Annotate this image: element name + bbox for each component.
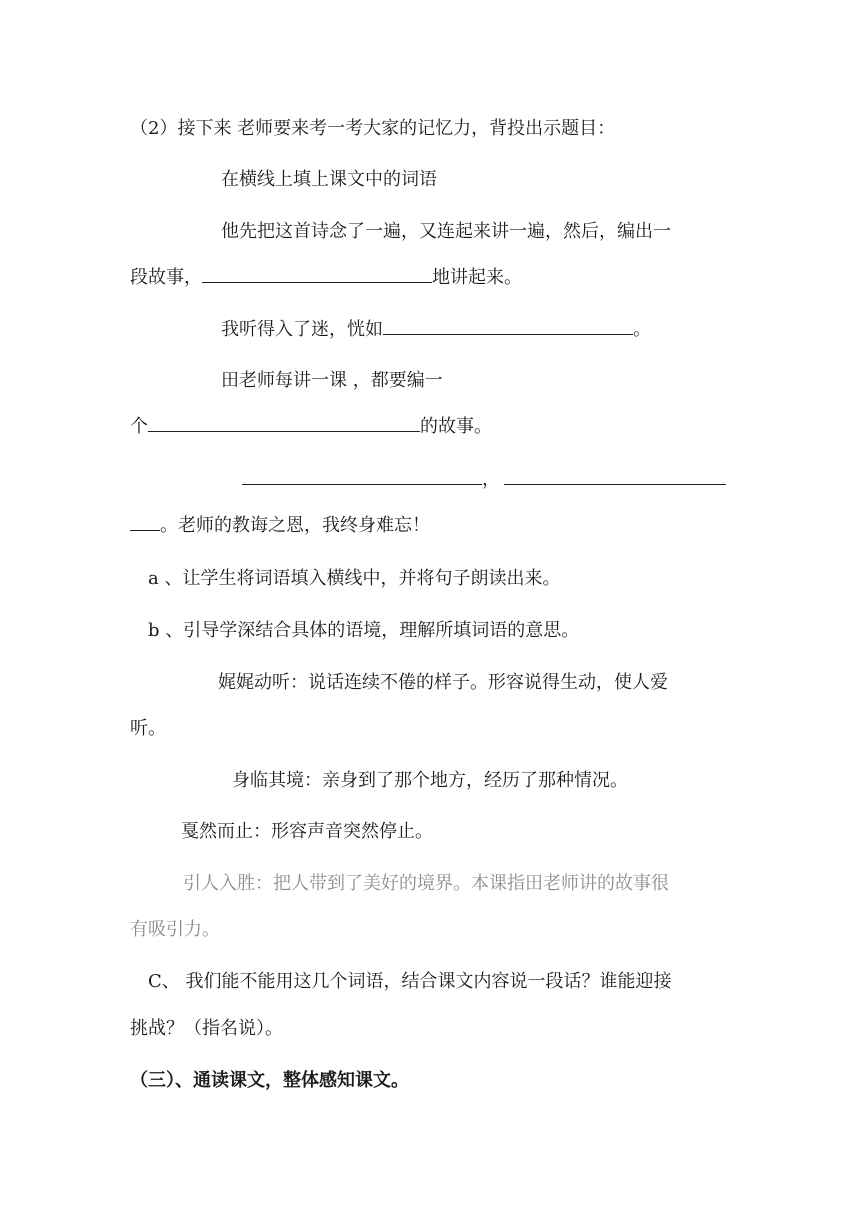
sentence-1-line-2 — [130, 264, 522, 292]
sentence-3-line-2 — [130, 413, 492, 441]
sentence-4-comma: ， — [482, 469, 500, 490]
step-c-line-2: 挑战？（指名说）。 — [130, 1018, 283, 1039]
question-intro: （2）接下来 老师要来考一考大家的记忆力，背投出示题目： — [130, 118, 616, 139]
definition-1-line-2: 听。 — [130, 718, 166, 739]
blank-line-4 — [242, 466, 482, 485]
sentence-3-suffix: 的故事。 — [420, 416, 492, 437]
definition-1-line-1: 娓娓动听：说话连续不倦的样子。形容说得生动，使人爱 — [218, 672, 668, 693]
blank-line-5 — [504, 466, 726, 485]
sentence-1-prefix: 段故事， — [130, 267, 202, 288]
sentence-2 — [221, 316, 651, 344]
sentence-1-suffix: 地讲起来。 — [432, 267, 522, 288]
blank-line-3 — [148, 413, 420, 432]
sentence-3-prefix: 个 — [130, 416, 148, 437]
sentence-4-line-2 — [130, 512, 430, 540]
definition-4-line-2: 有吸引力。 — [130, 919, 220, 940]
step-b: b 、引导学深结合具体的语境，理解所填词语的意思。 — [148, 620, 580, 641]
sentence-1-line-1: 他先把这首诗念了一遍，又连起来讲一遍，然后，编出一 — [221, 221, 671, 242]
step-c-line-1: C、 我们能不能用这几个词语，结合课文内容说一段话？谁能迎接 — [148, 971, 672, 992]
blank-line-1 — [202, 264, 432, 283]
sentence-2-prefix: 我听得入了迷，恍如 — [221, 319, 383, 340]
section-heading-3: （三）、通读课文，整体感知课文。 — [130, 1070, 409, 1091]
definition-4-line-1: 引人入胜：把人带到了美好的境界。本课指田老师讲的故事很 — [183, 873, 669, 894]
definition-3: 戛然而止：形容声音突然停止。 — [181, 821, 433, 842]
sentence-4-line-1 — [242, 466, 726, 494]
sentence-4-suffix: 。老师的教诲之恩，我终身难忘！ — [160, 515, 430, 536]
definition-2: 身临其境：亲身到了那个地方，经历了那种情况。 — [232, 770, 628, 791]
blank-line-5-cont — [130, 512, 160, 531]
blank-line-2 — [383, 316, 633, 335]
sentence-3-line-1: 田老师每讲一课 ，都要编一 — [221, 370, 443, 391]
sentence-2-suffix: 。 — [633, 319, 651, 340]
fill-instruction: 在横线上填上课文中的词语 — [221, 169, 437, 190]
step-a: a 、让学生将词语填入横线中，并将句子朗读出来。 — [148, 568, 561, 589]
